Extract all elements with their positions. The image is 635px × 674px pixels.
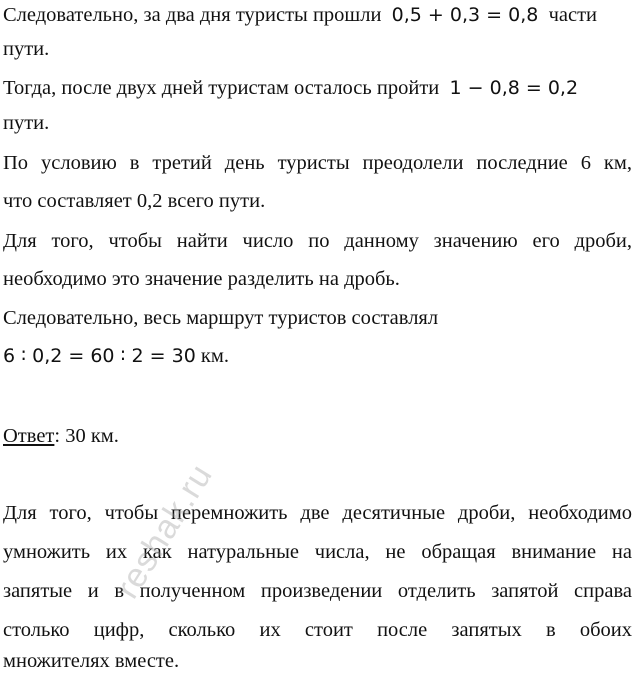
text-fragment: км. bbox=[200, 345, 229, 367]
answer-value: : 30 км. bbox=[54, 425, 119, 447]
answer-line bbox=[3, 423, 632, 449]
answer-label: Ответ bbox=[3, 425, 55, 447]
text-fragment: Тогда, после двух дней туристам осталось пройти bbox=[3, 77, 440, 99]
paragraph-5-line-2 bbox=[3, 343, 632, 369]
paragraph-6-line-4: столько цифр, сколько их стоит после запятых в обоих bbox=[3, 619, 632, 641]
paragraph-6-line-1: Для того, чтобы перемножить две десятичные дроби, необходимо bbox=[3, 502, 632, 524]
paragraph-4-line-1: Для того, чтобы найти число по данному значению его дроби, bbox=[3, 230, 632, 252]
paragraph-1-line-2: пути. bbox=[3, 38, 50, 60]
paragraph-3-line-2: что составляет 0,2 всего пути. bbox=[3, 190, 266, 212]
math-expression: 0,5 + 0,3 = 0,8 bbox=[391, 4, 539, 26]
watermark-logo: reshak.ru bbox=[108, 457, 221, 606]
paragraph-4-line-2: необходимо это значение разделить на дробь. bbox=[3, 268, 400, 290]
paragraph-3-line-1: По условию в третий день туристы преодолели последние 6 км, bbox=[3, 152, 632, 174]
paragraph-6-line-5: множителях вместе. bbox=[3, 650, 180, 672]
text-fragment: части bbox=[548, 4, 598, 26]
text-fragment: Следовательно, за два дня туристы прошли bbox=[3, 4, 382, 26]
paragraph-2-line-1 bbox=[3, 75, 632, 101]
paragraph-6-line-2: умножить их как натуральные числа, не обращая внимание на bbox=[3, 541, 632, 563]
math-expression: 6 ∶ 0,2 = 60 ∶ 2 = 30 bbox=[3, 345, 196, 367]
paragraph-2-line-2: пути. bbox=[3, 112, 50, 134]
paragraph-5-line-1: Следовательно, весь маршрут туристов составлял bbox=[3, 307, 439, 329]
paragraph-1-line-1 bbox=[3, 2, 632, 28]
paragraph-6-line-3: запятые и в полученном произведении отделить запятой справа bbox=[3, 580, 632, 602]
math-expression: 1 − 0,8 = 0,2 bbox=[449, 77, 579, 99]
